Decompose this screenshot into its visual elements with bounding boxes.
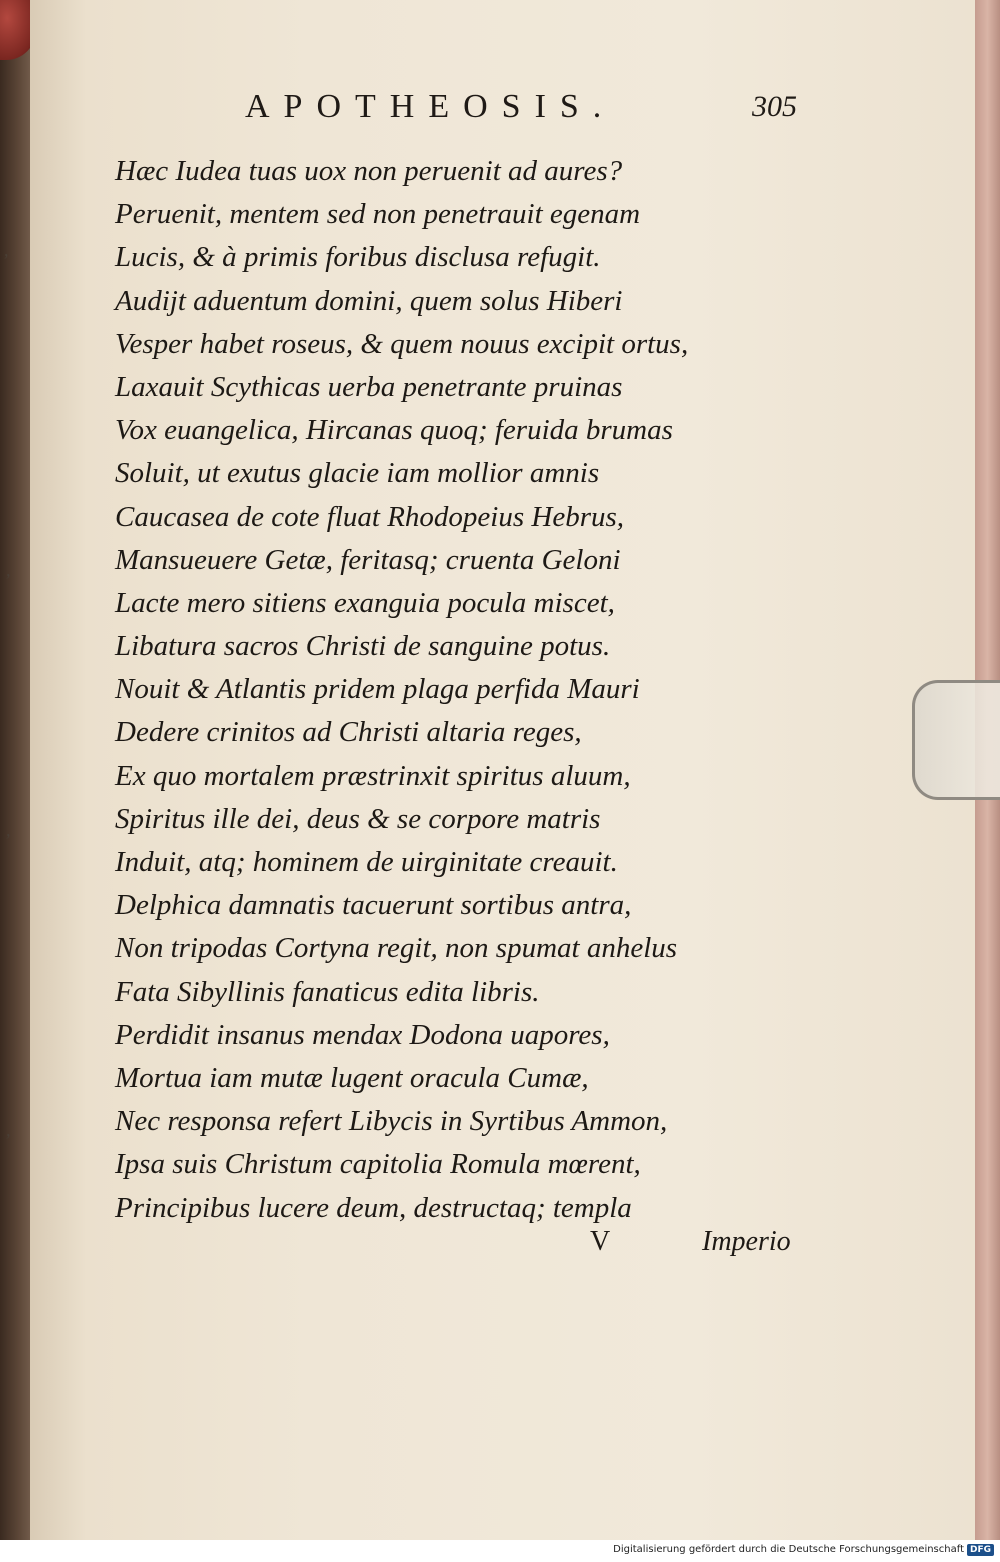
verse-line: Vesper habet roseus, & quem nouus excipit ortus, bbox=[115, 327, 689, 360]
verse-line: Perdidit insanus mendax Dodona uapores, bbox=[115, 1018, 610, 1051]
verse-line: Spiritus ille dei, deus & se corpore matris bbox=[115, 802, 601, 835]
verse-block bbox=[115, 150, 795, 1230]
margin-mark: , bbox=[6, 560, 11, 580]
margin-mark: , bbox=[6, 820, 11, 840]
signature-mark: V bbox=[590, 1226, 611, 1257]
verse-line: Mansueuere Getæ, feritasq; cruenta Geloni bbox=[115, 543, 621, 576]
footer-note: Digitalisierung gefördert durch die Deutsche Forschungsgemeinschaft bbox=[613, 1544, 964, 1555]
verse-line: Non tripodas Cortyna regit, non spumat anhelus bbox=[115, 932, 678, 965]
verse-line: Induit, atq; hominem de uirginitate creauit. bbox=[115, 846, 618, 878]
verse-line: Ex quo mortalem præstrinxit spiritus aluum, bbox=[115, 759, 631, 792]
margin-mark: , bbox=[4, 240, 9, 260]
verse-line: Nec responsa refert Libycis in Syrtibus Ammon, bbox=[115, 1105, 668, 1138]
verse-line: Lacte mero sitiens exanguia pocula miscet, bbox=[115, 586, 615, 619]
dfg-logo: DFG bbox=[967, 1544, 994, 1556]
verse-line: Fata Sibyllinis fanaticus edita libris. bbox=[115, 975, 540, 1008]
margin-mark: , bbox=[6, 1120, 11, 1140]
verse-line: Ipsa suis Christum capitolia Romula mœrent, bbox=[115, 1148, 641, 1181]
page-number: 305 bbox=[752, 90, 797, 123]
verse-line: Delphica damnatis tacuerunt sortibus antra, bbox=[115, 889, 632, 922]
verse-line: Peruenit, mentem sed non penetrauit egenam bbox=[115, 198, 641, 231]
verse-line: Dedere crinitos ad Christi altaria reges, bbox=[115, 716, 582, 749]
verse-line: Audijt aduentum domini, quem solus Hiberi bbox=[115, 284, 623, 317]
verse-line: Nouit & Atlantis pridem plaga perfida Mauri bbox=[115, 673, 640, 706]
verse-line: Libatura sacros Christi de sanguine potus. bbox=[115, 630, 611, 663]
verse-line: Soluit, ut exutus glacie iam mollior amnis bbox=[115, 457, 600, 490]
catchword: Imperio bbox=[702, 1226, 791, 1257]
verse-line: Principibus lucere deum, destructaq; templa bbox=[115, 1191, 632, 1224]
page-clip bbox=[912, 680, 1000, 800]
verse-line: Caucasea de cote fluat Rhodopeius Hebrus, bbox=[115, 500, 625, 533]
verse-line: Hæc Iudea tuas uox non peruenit ad aures? bbox=[115, 155, 623, 187]
running-head: APOTHEOSIS. bbox=[245, 88, 616, 125]
catchword-row bbox=[0, 1226, 1000, 1266]
verse-line: Mortua iam mutæ lugent oracula Cumæ, bbox=[115, 1061, 589, 1094]
verse-line: Lucis, & à primis foribus disclusa refugit. bbox=[115, 241, 601, 274]
verse-line: Vox euangelica, Hircanas quoq; feruida brumas bbox=[115, 414, 673, 447]
verse-line: Laxauit Scythicas uerba penetrante pruinas bbox=[115, 370, 623, 403]
